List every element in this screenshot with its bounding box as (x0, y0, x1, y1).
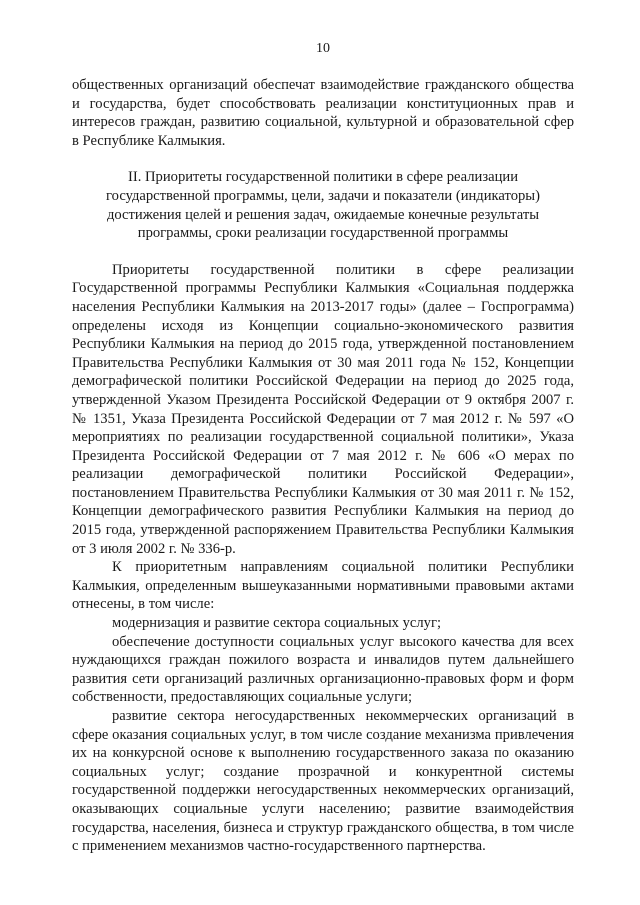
paragraph-directions: К приоритетным направлениям социальной политики Республики Калмыкия, определенным вышеуказанными нормативными правовыми актами отнесены, в том числе: (72, 559, 574, 613)
page-number: 10 (316, 41, 330, 56)
paragraph-priorities: Приоритеты государственной политики в сфере реализации Государственной программы Республики Калмыкия «Социальная поддержка населения Республики Калмыкия на 2013-2017 годы» (далее – Госпрограмма) определены исходя из Концепции социально-экономического развития Республики Калмыкия на период до 2015 года, утвержденной постановлением Правительства Республики Калмыкия от 30 мая 2011 года № 152, Концепции демографической политики Российской Федерации на период до 2025 года, утвержденной Указом Президента Российской Федерации от 9 октября 2007 г. № 1351, Указа Президента Российской Федерации от 7 мая 2012 г. № 597 «О мероприятиях по реализации государственной социальной политики», Указа Президента Российской Федерации от 7 мая 2012 г. № 606 «О мерах по реализации демографической политики Российской Федерации», постановлением Правительства Республики Калмыкия от 30 мая 2011 г. № 152, Концепции демографического развития Республики Калмыкия на период до 2015 года, утвержденной распоряжением Правительства Республики Калмыкия от 3 июля 2002 г. № 336-р. (72, 261, 574, 557)
list-item-ngo-sector: развитие сектора негосударственных некоммерческих организаций в сфере оказания социальных услуг, в том числе создание механизма привлечения их на конкурсной основе к выполнению государственного заказа по оказанию социальных услуг; создание прозрачной и конкурентной системы государственной поддержки негосударственных некоммерческих организаций, оказывающих социальные услуги населению; развитие взаимодействия государства, населения, бизнеса и структур гражданского общества, в том числе с применением механизмов частно-государственного партнерства. (72, 708, 574, 855)
intro-paragraph: общественных организаций обеспечат взаимодействие гражданского общества и государства, будет способствовать реализации конституционных прав и интересов граждан, развитию социальной, культурной и образовательной сфер в Республике Калмыкия. (72, 77, 574, 149)
list-item-modernization: модернизация и развитие сектора социальных услуг; (112, 615, 441, 632)
list-item-accessibility: обеспечение доступности социальных услуг высокого качества для всех нуждающихся граждан пожилого возраста и инвалидов путем дальнейшего развития сети организаций различных организационно-правовых форм и форм собственности, предоставляющих социальные услуги; (72, 633, 574, 706)
section-title: II. Приоритеты государственной политики в сфере реализации государственной программы, цели, задачи и показатели (индикаторы) достижения целей и решения задач, ожидаемые конечные результаты программы, сроки реализации государственной программы (106, 169, 540, 242)
